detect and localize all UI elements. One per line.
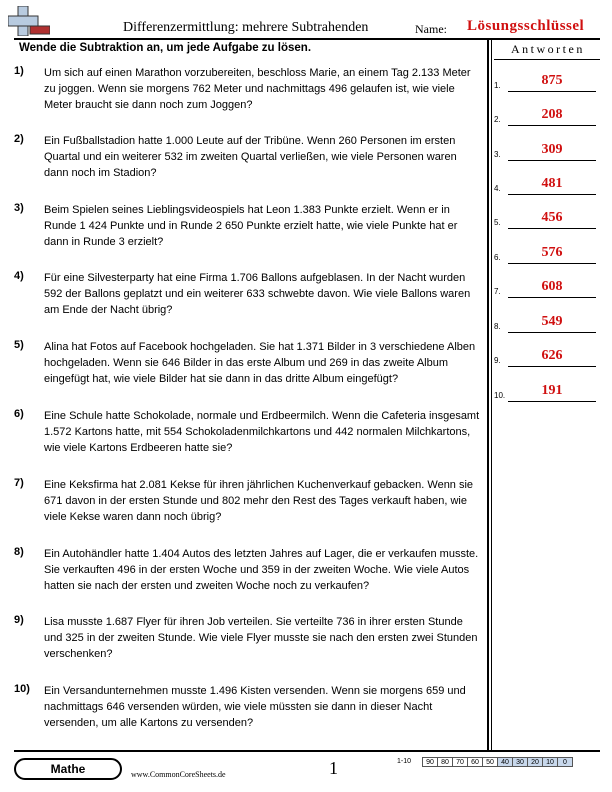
answer-line <box>508 401 596 402</box>
instruction-text: Wende die Subtraktion an, um jede Aufgabe zu lösen. <box>19 42 312 54</box>
score-cell: 60 <box>467 757 483 767</box>
question-text: Ein Fußballstadion hatte 1.000 Leute auf der Tribüne. Wenn 260 Personen im ersten Quartal und ein weiterer 532 im zweiten Quartal verließen, wie viele Personen waren dann noch im Stadion? <box>44 135 457 179</box>
bottom-divider <box>14 750 600 752</box>
answer-row <box>494 347 600 367</box>
question-item <box>14 408 484 456</box>
question-text: Alina hat Fotos auf Facebook hochgeladen. Sie hat 1.371 Bilder in 3 verschiedene Alben hochgeladen. Wenn sie 646 Bilder in das erste Album und 269 in das zweite Album eingefügt hat, wie viele Bilder hat sie dann in das dritte Album eingefügt? <box>44 341 476 385</box>
name-label: Name: <box>415 22 447 36</box>
answer-number: 4. <box>494 184 501 193</box>
question-item <box>14 614 484 662</box>
question-number: 10) <box>14 683 30 695</box>
answer-number: 7. <box>494 287 501 296</box>
answers-heading: Antworten <box>511 42 585 56</box>
answer-key-label: Lösungsschlüssel <box>467 18 585 34</box>
plus-minus-logo-icon <box>8 6 50 36</box>
score-cell: 30 <box>512 757 528 767</box>
answer-number: 1. <box>494 81 501 90</box>
score-cell: 0 <box>557 757 573 767</box>
answer-value: 481 <box>541 176 563 191</box>
answer-line <box>508 297 596 298</box>
answer-line <box>508 194 596 195</box>
answer-value: 576 <box>541 245 563 260</box>
question-number: 8) <box>14 546 24 558</box>
answer-line <box>508 332 596 333</box>
question-item <box>14 683 484 731</box>
score-cell: 20 <box>527 757 543 767</box>
question-number: 9) <box>14 614 24 626</box>
question-number: 1) <box>14 65 24 77</box>
question-number: 3) <box>14 202 24 214</box>
page-number: 1 <box>329 758 338 778</box>
question-item <box>14 133 484 181</box>
answer-value: 208 <box>541 107 563 122</box>
answer-value: 875 <box>541 73 563 88</box>
question-text: Eine Schule hatte Schokolade, normale und Erdbeermilch. Wenn die Cafeteria insgesamt 1.572 Kartons hatte, mit 554 Schokoladenmilchkartons und 442 normalen Milchkartons, wie viele Kartons Erdbeeren hatte sie? <box>44 410 480 454</box>
answer-number: 3. <box>494 150 501 159</box>
score-table <box>397 757 573 767</box>
question-item <box>14 65 484 113</box>
question-number: 4) <box>14 270 24 282</box>
answers-heading-rule <box>494 59 600 60</box>
answer-value: 309 <box>541 142 563 157</box>
answer-value: 549 <box>541 314 563 329</box>
answer-number: 9. <box>494 356 501 365</box>
answer-number: 2. <box>494 115 501 124</box>
answer-line <box>508 125 596 126</box>
answer-row <box>494 209 600 229</box>
top-divider <box>14 38 600 40</box>
answer-line <box>508 366 596 367</box>
question-item <box>14 270 484 318</box>
column-divider-inner <box>491 38 492 750</box>
question-item <box>14 546 484 594</box>
answer-line <box>508 91 596 92</box>
question-text: Ein Autohändler hatte 1.404 Autos des letzten Jahres auf Lager, die er verkaufen musste. Sie verkauften 496 in der ersten Woche und 359 in der zweiten Woche. Wie viele Autos hatten sie nach der ersten und zweiten Woche noch zu verkaufen? <box>44 548 479 592</box>
answer-row <box>494 382 600 402</box>
question-text: Für eine Silvesterparty hat eine Firma 1.706 Ballons aufgeblasen. In der Nacht wurden 592 der Ballons geplatzt und ein weiterer 633 schwebte davon. Wie viele Ballons waren am Ende der Nacht übrig? <box>44 272 471 316</box>
answer-number: 5. <box>494 218 501 227</box>
answer-row <box>494 106 600 126</box>
question-item <box>14 477 484 525</box>
question-text: Eine Keksfirma hat 2.081 Kekse für ihren jährlichen Kuchenverkauf gebacken. Wenn sie 671 davon in der ersten Stunde und 802 mehr den Rest des Tages verkauft haben, wie viele Kekse waren dann noch übrig? <box>44 479 474 523</box>
answer-row <box>494 175 600 195</box>
answer-value: 608 <box>541 279 563 294</box>
question-text: Lisa musste 1.687 Flyer für ihren Job verteilen. Sie verteilte 736 in ihrer ersten Stunde und 325 in der zweiten Stunde. Wie viele Flyer musste sie nach den ersten zwei Stunden verschenken? <box>44 616 478 660</box>
question-text: Ein Versandunternehmen musste 1.496 Kisten versenden. Wenn sie morgens 659 und nachmittags 646 versenden würden, wie viele müssten sie dann in dieser Nacht versenden, um alle Kartons zu versenden? <box>44 685 466 729</box>
answer-row <box>494 141 600 161</box>
subject-badge: Mathe <box>14 758 122 780</box>
answer-row <box>494 278 600 298</box>
question-number: 2) <box>14 133 24 145</box>
score-range-label: 1-10 <box>397 758 412 765</box>
score-cell: 80 <box>437 757 453 767</box>
answer-value: 626 <box>541 348 563 363</box>
score-cell: 50 <box>482 757 498 767</box>
score-cell: 70 <box>452 757 468 767</box>
question-text: Beim Spielen seines Lieblingsvideospiels hat Leon 1.383 Punkte erzielt. Wenn er in Runde 1 424 Punkte und in Runde 2 650 Punkte erzielt hatte, wie viele Punkte hat er dann in Runde 3 erzielt? <box>44 204 458 248</box>
answer-row <box>494 313 600 333</box>
question-text: Um sich auf einen Marathon vorzubereiten, beschloss Marie, an einem Tag 2.133 Meter zu joggen. Wenn sie morgens 762 Meter und nachmittags 496 gelaufen ist, wie viele Meter braucht sie dann noch zum Joggen? <box>44 67 471 111</box>
answer-row <box>494 244 600 264</box>
question-item <box>14 202 484 250</box>
score-cell: 10 <box>542 757 558 767</box>
page-title: Differenzermittlung: mehrere Subtrahenden <box>123 20 369 35</box>
website-text: www.CommonCoreSheets.de <box>131 770 226 779</box>
answer-number: 6. <box>494 253 501 262</box>
answer-line <box>508 160 596 161</box>
answer-value: 456 <box>541 210 563 225</box>
score-cell: 90 <box>422 757 438 767</box>
column-divider <box>487 38 489 750</box>
question-number: 5) <box>14 339 24 351</box>
answer-number: 8. <box>494 322 501 331</box>
question-item <box>14 339 484 387</box>
score-cell: 40 <box>497 757 513 767</box>
answer-line <box>508 263 596 264</box>
answer-number: 10. <box>494 391 506 400</box>
question-number: 6) <box>14 408 24 420</box>
answer-row <box>494 72 600 92</box>
question-number: 7) <box>14 477 24 489</box>
answer-line <box>508 228 596 229</box>
answer-value: 191 <box>541 383 563 398</box>
